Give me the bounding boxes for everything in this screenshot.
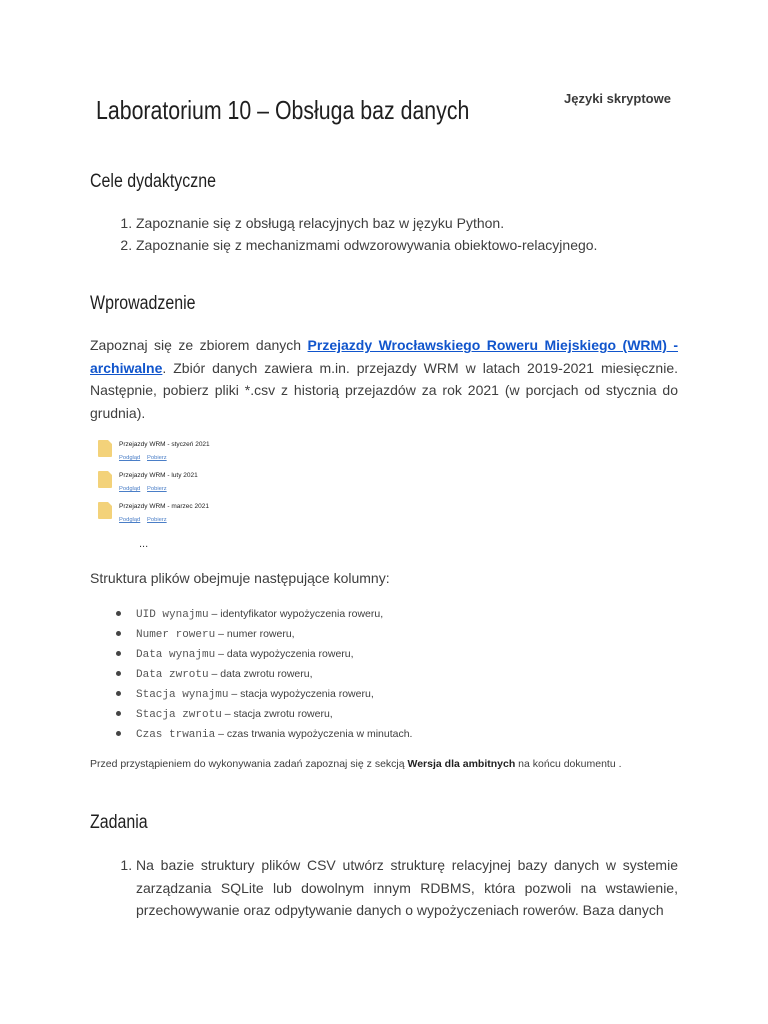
intro-text-end: . Zbiór danych zawiera m.in. przejazdy WRM w latach 2019-2021 miesięcznie. Następnie, pobierz pliki *.csv z historią przejazdów za rok 2021 (w porcjach od stycznia do grudnia). — [90, 359, 678, 421]
list-item: 2. Zapoznanie się z mechanizmami odwzorowywania obiektowo-relacyjnego. — [136, 235, 726, 257]
column-description: – identyfikator wypożyczenia roweru, — [208, 608, 384, 620]
download-link[interactable]: Pobierz — [147, 455, 167, 461]
section-heading-goals: Cele dydaktyczne — [90, 171, 216, 192]
list-item — [136, 704, 726, 724]
list-item — [136, 724, 726, 744]
column-name: Czas trwania — [136, 729, 216, 741]
column-description: – stacja zwrotu roweru, — [221, 708, 333, 720]
download-link[interactable]: Pobierz — [147, 517, 167, 523]
file-icon — [98, 471, 112, 488]
dataset-files-screenshot — [98, 438, 222, 531]
tasks-list — [90, 854, 678, 922]
column-description: – data zwrotu roweru, — [208, 668, 313, 680]
column-description: – numer roweru, — [215, 628, 295, 640]
list-item — [136, 624, 726, 644]
note-bold-section: Wersja dla ambitnych — [407, 758, 516, 770]
list-item — [136, 664, 726, 684]
download-link[interactable]: Pobierz — [147, 486, 167, 492]
note-text-start: Przed przystąpieniem do wykonywania zadań zapoznaj się z sekcją — [90, 758, 408, 770]
dataset-link[interactable]: Przejazdy Wrocławskiego Roweru Miejskiego (WRM) - archiwalne — [90, 337, 678, 376]
document-title: Laboratorium 10 – Obsługa baz danych — [96, 95, 470, 125]
structure-intro: Struktura plików obejmuje następujące kolumny: — [90, 570, 390, 586]
preview-link[interactable]: Podgląd — [119, 517, 141, 523]
column-name: Data zwrotu — [136, 669, 209, 681]
file-name: Przejazdy WRM - luty 2021 — [119, 472, 198, 479]
column-name: Numer roweru — [136, 629, 216, 641]
list-item — [136, 604, 726, 624]
ambitious-note — [90, 758, 622, 770]
column-name: Data wynajmu — [136, 649, 216, 661]
note-text-end: na końcu dokumentu . — [515, 758, 622, 770]
column-description: – data wypożyczenia roweru, — [215, 648, 354, 660]
file-item — [98, 500, 222, 531]
file-name: Przejazdy WRM - marzec 2021 — [119, 503, 209, 510]
list-item: 1. Zapoznanie się z obsługą relacyjnych baz w języku Python. — [136, 213, 726, 235]
column-description: – stacja wypożyczenia roweru, — [228, 688, 374, 700]
list-item — [136, 644, 726, 664]
list-item — [136, 684, 726, 704]
files-ellipsis: ... — [139, 538, 149, 550]
column-name: Stacja wynajmu — [136, 689, 229, 701]
intro-text-start: Zapoznaj się ze zbiorem danych — [90, 337, 308, 353]
file-icon — [98, 502, 112, 519]
section-heading-intro: Wprowadzenie — [90, 293, 196, 314]
file-item — [98, 438, 222, 469]
column-description: – czas trwania wypożyczenia w minutach. — [215, 728, 413, 740]
preview-link[interactable]: Podgląd — [119, 486, 141, 492]
course-name: Języki skryptowe — [564, 91, 671, 106]
column-name: Stacja zwrotu — [136, 709, 222, 721]
preview-link[interactable]: Podgląd — [119, 455, 141, 461]
file-icon — [98, 440, 112, 457]
file-item — [98, 469, 222, 500]
section-heading-tasks: Zadania — [90, 812, 148, 833]
intro-paragraph — [90, 334, 678, 424]
columns-list — [90, 604, 726, 744]
file-name: Przejazdy WRM - styczeń 2021 — [119, 441, 210, 448]
list-item: 1. Na bazie struktury plików CSV utwórz strukturę relacyjnej bazy danych w systemie zarządzania SQLite lub dowolnym innym RDBMS, która pozwoli na wstawienie, przechowywanie oraz odpytywanie danych o wypożyczeniach rowerów. Baza danych — [136, 854, 678, 922]
goals-list — [90, 213, 726, 257]
column-name: UID wynajmu — [136, 609, 209, 621]
